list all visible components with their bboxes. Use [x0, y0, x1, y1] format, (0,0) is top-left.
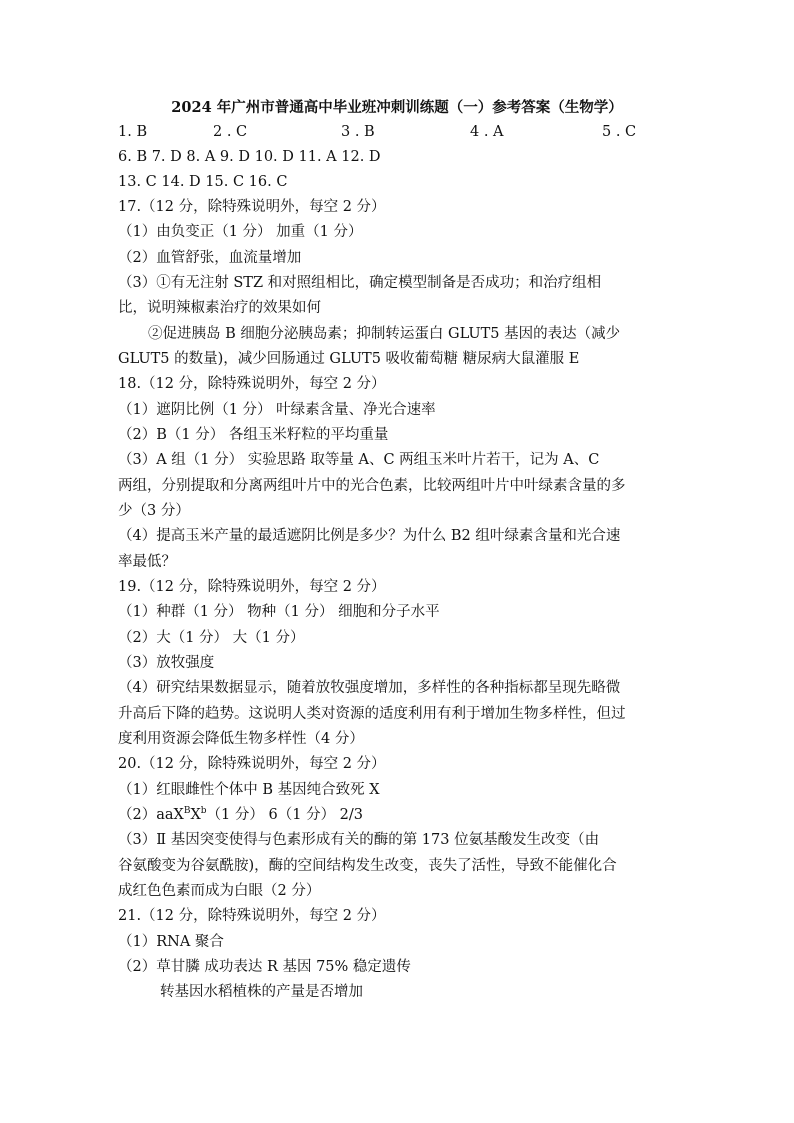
- q21-answer-1: （1）RNA 聚合: [118, 934, 224, 950]
- mc-answer-4: 4 . A: [470, 124, 504, 140]
- q18-answer-2: （2）B（1 分） 各组玉米籽粒的平均重量: [118, 427, 389, 443]
- mc-answer-5: 5 . C: [602, 124, 637, 140]
- q17-answer-1: （1）由负变正（1 分） 加重（1 分）: [118, 224, 363, 240]
- mc-answer-3: 3 . B: [341, 124, 375, 140]
- q20-answer-3-line-2: 谷氨酸变为谷氨酰胺)，酶的空间结构发生改变，丧失了活性，导致不能催化合: [118, 858, 617, 874]
- q18-answer-4-line-2: 率最低？: [118, 554, 176, 570]
- q19-heading: 19.（12 分，除特殊说明外，每空 2 分）: [118, 579, 386, 595]
- q20-answer-2-rest: （1 分） 6（1 分） 2/3: [206, 807, 364, 823]
- q17-answer-3-line-1: （3）①有无注射 STZ 和对照组相比，确定模型制备是否成功；和治疗组相: [118, 275, 602, 291]
- q19-answer-1: （1）种群（1 分） 物种（1 分） 细胞和分子水平: [118, 604, 440, 620]
- q20-answer-3-line-3: 成红色色素而成为白眼（2 分）: [118, 883, 321, 899]
- q17-answer-2: （2）血管舒张，血流量增加: [118, 250, 302, 266]
- q17-answer-3-line-3: ②促进胰岛 B 细胞分泌胰岛素；抑制转运蛋白 GLUT5 基因的表达（减少: [148, 326, 621, 342]
- mc-answer-1: 1. B: [118, 124, 148, 140]
- q19-answer-4-line-3: 度利用资源会降低生物多样性（4 分）: [118, 731, 364, 747]
- q19-answer-3: （3）放牧强度: [118, 655, 215, 671]
- mc-answer-2: 2 . C: [213, 124, 248, 140]
- q18-answer-3-line-2: 两组，分别提取和分离两组叶片中的光合色素，比较两组叶片中叶绿素含量的多: [118, 478, 626, 494]
- q18-answer-3-line-3: 少（3 分）: [118, 503, 190, 519]
- q20-heading: 20.（12 分，除特殊说明外，每空 2 分）: [118, 756, 386, 772]
- q17-answer-3-line-2: 比，说明辣椒素治疗的效果如何: [118, 300, 321, 316]
- q19-answer-4-line-2: 升高后下降的趋势。这说明人类对资源的适度利用有利于增加生物多样性，但过: [118, 706, 626, 722]
- q18-answer-3-line-1: （3）A 组（1 分） 实验思路 取等量 A、C 两组玉米叶片若干，记为 A、C: [118, 452, 600, 468]
- q21-heading: 21.（12 分，除特殊说明外，每空 2 分）: [118, 908, 386, 924]
- page-title: 2024 年广州市普通高中毕业班冲刺训练题（一）参考答案（生物学）: [171, 99, 623, 116]
- mc-row-2: 6. B 7. D 8. A 9. D 10. D 11. A 12. D: [118, 149, 381, 165]
- q20-genotype-prefix: （2）aaX: [118, 807, 184, 823]
- q20-allele-b-dominant: B: [183, 806, 191, 816]
- q20-genotype-x: X: [190, 807, 201, 823]
- q21-answer-3: 转基因水稻植株的产量是否增加: [160, 984, 363, 1000]
- q21-answer-2: （2）草甘膦 成功表达 R 基因 75% 稳定遗传: [118, 959, 411, 975]
- q19-answer-4-line-1: （4）研究结果数据显示，随着放牧强度增加，多样性的各种指标都呈现先略微: [118, 680, 621, 696]
- q17-heading: 17.（12 分，除特殊说明外，每空 2 分）: [118, 199, 386, 215]
- mc-row-3: 13. C 14. D 15. C 16. C: [118, 174, 288, 190]
- q18-heading: 18.（12 分，除特殊说明外，每空 2 分）: [118, 376, 386, 392]
- q20-allele-b-recessive: b: [200, 806, 207, 816]
- q17-answer-3-line-4: GLUT5 的数量)，减少回肠通过 GLUT5 吸收葡萄糖 糖尿病大鼠灌服 E: [118, 351, 580, 367]
- q18-answer-4-line-1: （4）提高玉米产量的最适遮阴比例是多少？为什么 B2 组叶绿素含量和光合速: [118, 528, 621, 544]
- q20-answer-2: [118, 805, 363, 825]
- q18-answer-1: （1）遮阴比例（1 分） 叶绿素含量、净光合速率: [118, 402, 436, 418]
- q19-answer-2: （2）大（1 分） 大（1 分）: [118, 630, 305, 646]
- q20-answer-1: （1）红眼雌性个体中 B 基因纯合致死 X: [118, 782, 380, 798]
- q20-answer-3-line-1: （3）Ⅱ 基因突变使得与色素形成有关的酶的第 173 位氨基酸发生改变（由: [118, 832, 600, 848]
